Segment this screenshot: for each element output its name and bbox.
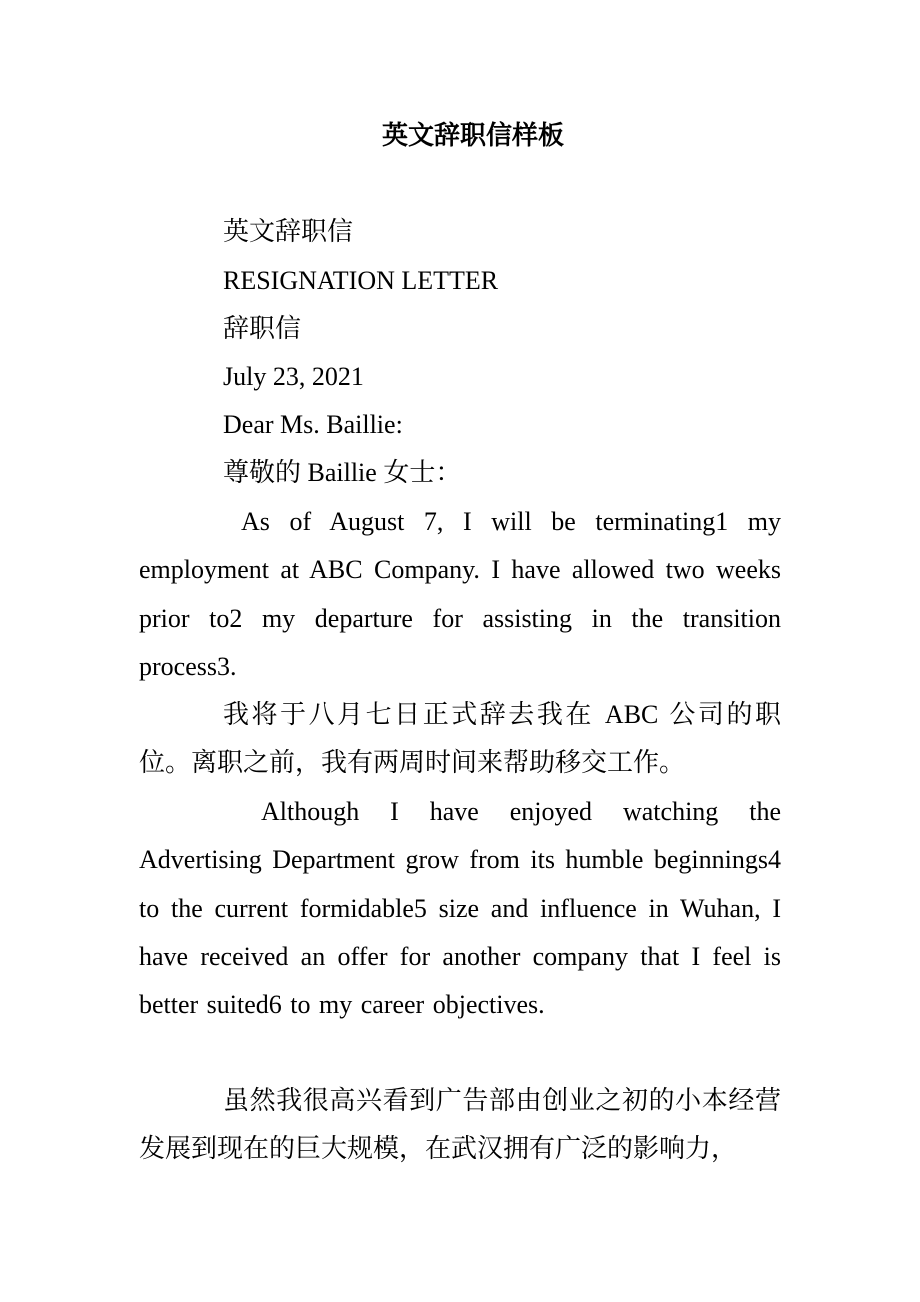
letter-date: July 23, 2021	[223, 362, 364, 391]
heading-line-chinese-title: 英文辞职信	[223, 217, 354, 246]
paragraph-english-1: As of August 7, I will be terminating1 my employment at ABC Company. I have allowed two weeks prior to2 my departure for assisting in the transition process3.	[139, 507, 781, 681]
paragraph-chinese-1: 我将于八月七日正式辞去我在 ABC 公司的职位。离职之前，我有两周时间来帮助移交工作。	[139, 700, 781, 778]
salutation-chinese: 尊敬的 Baillie 女士：	[223, 458, 462, 487]
paragraph-english-2: Although I have enjoyed watching the Advertising Department grow from its humble beginnings4 to the current formidable5 size and influence in Wuhan, I have received an offer for another company that I feel is better suited6 to my career objectives.	[139, 797, 781, 1020]
heading-line-chinese-subtitle: 辞职信	[223, 314, 302, 343]
document-title: 英文辞职信样板	[381, 121, 564, 150]
salutation-english: Dear Ms. Baillie:	[223, 410, 403, 439]
paragraph-chinese-2: 虽然我很高兴看到广告部由创业之初的小本经营发展到现在的巨大规模，在武汉拥有广泛的影响力，	[139, 1086, 781, 1164]
heading-line-english-title: RESIGNATION LETTER	[223, 266, 499, 295]
